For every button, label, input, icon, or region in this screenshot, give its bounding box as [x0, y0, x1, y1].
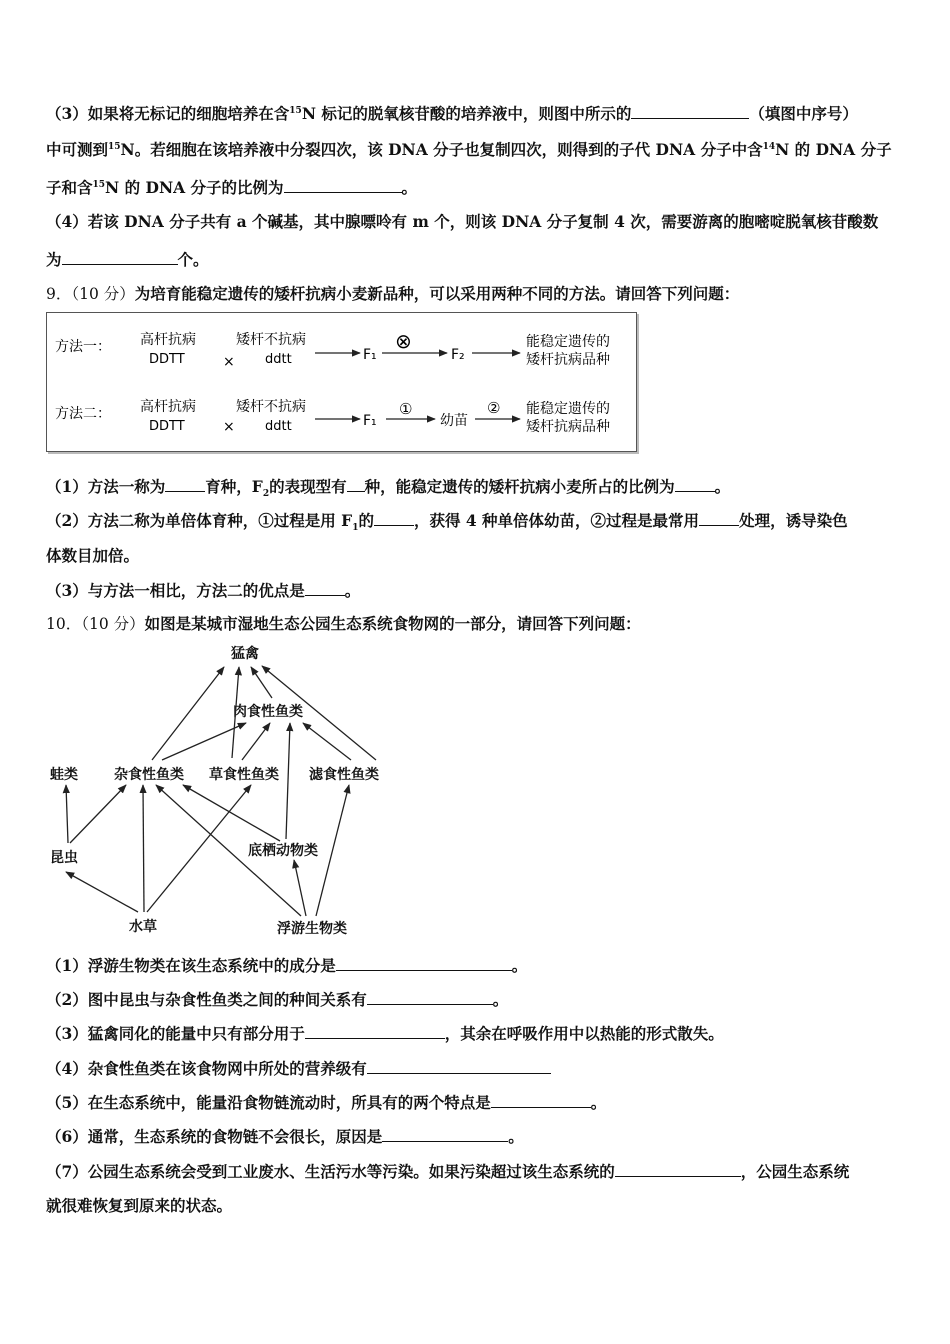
- text: 就很难恢复到原来的状态。: [46, 1196, 233, 1215]
- breeding-methods-diagram: [46, 312, 637, 452]
- text: （6）通常，生态系统的食物链不会很长，原因是: [46, 1127, 383, 1146]
- text: 的表现型有: [269, 477, 347, 496]
- question-text: 为培育能稳定遗传的矮杆抗病小麦新品种，可以采用两种不同的方法。请回答下列问题：: [134, 284, 740, 303]
- node-herbivore-fish: 草食性鱼类: [209, 767, 279, 783]
- question-number: 10．（10 分）: [46, 615, 145, 633]
- node-omnivore-fish: 杂食性鱼类: [114, 767, 184, 783]
- node-frog: 蛙类: [50, 767, 78, 783]
- answer-blank[interactable]: [284, 177, 402, 193]
- text: （2）方法二称为单倍体育种，①过程是用 F: [46, 511, 353, 530]
- q8-part3-line1: [46, 103, 908, 124]
- text: （3）猛禽同化的能量中只有部分用于: [46, 1024, 305, 1043]
- arrow: [316, 785, 349, 916]
- text: 。: [492, 990, 509, 1009]
- arrow: [242, 723, 270, 760]
- node-insect: 昆虫: [50, 850, 78, 866]
- result-line2: 矮杆抗病品种: [526, 352, 610, 368]
- method2-label: 方法二：: [55, 406, 111, 422]
- text: 中可测到: [46, 140, 109, 159]
- arrow: [152, 667, 224, 760]
- node-plankton: 浮游生物类: [277, 921, 347, 937]
- answer-blank[interactable]: [675, 476, 715, 492]
- node-benthic: 底栖动物类: [248, 843, 318, 859]
- text: 处理，诱导染色: [739, 511, 848, 530]
- cross-sign: ×: [223, 354, 235, 370]
- subscript: 1: [352, 523, 359, 534]
- text: N 的 DNA 分子: [775, 140, 892, 159]
- text: N 的 DNA 分子的比例为: [105, 178, 284, 197]
- text: （1）浮游生物类在该生态系统中的成分是: [46, 956, 336, 975]
- text: （4）若该 DNA 分子共有 a 个碱基，其中腺嘌呤有 m 个，则该 DNA 分子复制 4 次，需要游离的胞嘧啶脱氧核苷酸数: [46, 212, 879, 231]
- q10-part1: [46, 955, 908, 976]
- q8-part4-line2: [46, 249, 908, 270]
- text: （1）方法一称为: [46, 477, 166, 496]
- text: 的: [358, 511, 374, 530]
- question-number: 9．（10 分）: [46, 285, 135, 303]
- food-web-diagram: [46, 643, 406, 943]
- arrow: [294, 860, 306, 916]
- text: 。: [508, 1127, 524, 1146]
- node-raptor: 猛禽: [231, 646, 259, 662]
- q10-part3: [46, 1023, 908, 1044]
- q10-title: [46, 614, 908, 634]
- step2-label: ②: [487, 399, 501, 417]
- f1-label: F₁: [363, 413, 377, 429]
- node-carnivore-fish: 肉食性鱼类: [233, 704, 303, 720]
- f1-label: F₁: [363, 347, 377, 363]
- node-filter-fish: 滤食性鱼类: [309, 767, 379, 783]
- text: ，其余在呼吸作用中以热能的形式散失。: [444, 1024, 724, 1043]
- text: 子和含: [46, 178, 93, 197]
- text: （2）图中昆虫与杂食性鱼类之间的种间关系有: [46, 990, 367, 1009]
- answer-blank[interactable]: [62, 249, 178, 265]
- text: （3）与方法一相比，方法二的优点是: [46, 581, 305, 600]
- text: 。: [590, 1093, 607, 1112]
- answer-blank[interactable]: [367, 1058, 551, 1074]
- answer-blank[interactable]: [305, 580, 345, 596]
- text: 。: [511, 956, 528, 975]
- text: （4）杂食性鱼类在该食物网中所处的营养级有: [46, 1059, 367, 1078]
- parent1-name: 高杆抗病: [140, 332, 196, 348]
- text: （7）公园生态系统会受到工业废水、生活污水等污染。如果污染超过该生态系统的: [46, 1162, 615, 1181]
- answer-blank[interactable]: [165, 476, 205, 492]
- parent2-genotype: ddtt: [265, 352, 292, 367]
- q9-part2-line1: [46, 510, 908, 534]
- q8-part3-line2: [46, 140, 908, 160]
- seedling-label: 幼苗: [440, 413, 468, 429]
- q9-part1: [46, 476, 908, 500]
- answer-blank[interactable]: [305, 1023, 445, 1039]
- answer-blank[interactable]: [631, 103, 749, 119]
- parent2-name: 矮杆不抗病: [236, 399, 306, 415]
- text: N 标记的脱氧核苷酸的培养液中，则图中所示的: [301, 104, 632, 123]
- text: 。: [401, 178, 418, 197]
- f2-label: F₂: [451, 347, 465, 363]
- text: （3）如果将无标记的细胞培养在含: [46, 104, 290, 123]
- parent2-genotype: ddtt: [265, 419, 292, 434]
- text: N。若细胞在该培养液中分裂四次，该 DNA 分子也复制四次，则得到的子代 DNA 分子中含: [120, 140, 763, 159]
- q9-title: [46, 284, 908, 304]
- answer-blank[interactable]: [347, 476, 365, 492]
- subscript: 2: [262, 489, 270, 500]
- q8-part3-line3: [46, 177, 908, 198]
- q9-part3: [46, 580, 908, 601]
- text: 个。: [177, 250, 209, 269]
- answer-blank[interactable]: [367, 989, 493, 1005]
- method1-label: 方法一：: [55, 339, 111, 355]
- parent1-genotype: DDTT: [149, 419, 185, 434]
- q8-part4-line1: [46, 212, 908, 232]
- answer-blank[interactable]: [615, 1161, 741, 1177]
- superscript: 14: [762, 141, 776, 152]
- q10-part2: [46, 989, 908, 1010]
- arrow: [147, 785, 251, 912]
- answer-blank[interactable]: [374, 510, 414, 526]
- question-text: 如图是某城市湿地生态公园生态系统食物网的一部分，请回答下列问题：: [144, 614, 641, 633]
- q10-part7-line1: [46, 1161, 908, 1182]
- text: ，获得 4 种单倍体幼苗，②过程是最常用: [413, 511, 700, 530]
- text: 。: [714, 477, 731, 496]
- q10-part6: [46, 1126, 908, 1147]
- superscript: 15: [289, 105, 302, 116]
- answer-blank[interactable]: [491, 1092, 591, 1108]
- superscript: 15: [108, 141, 121, 152]
- parent1-name: 高杆抗病: [140, 399, 196, 415]
- result-line1: 能稳定遗传的: [526, 334, 610, 350]
- text: （填图中序号）: [749, 104, 858, 123]
- parent1-genotype: DDTT: [149, 352, 185, 367]
- result-line1: 能稳定遗传的: [526, 401, 610, 417]
- arrow: [303, 723, 351, 760]
- node-water-plant: 水草: [129, 919, 157, 935]
- q10-part7-line2: [46, 1196, 908, 1216]
- step1-label: ①: [399, 400, 413, 418]
- q10-part5: [46, 1092, 908, 1113]
- arrow: [286, 723, 290, 839]
- q9-part2-line2: [46, 546, 908, 566]
- superscript: 15: [92, 179, 106, 190]
- q10-part4: [46, 1058, 908, 1079]
- answer-blank[interactable]: [336, 955, 512, 971]
- cross-sign: ×: [223, 419, 235, 435]
- text: 种，能稳定遗传的矮杆抗病小麦所占的比例为: [364, 477, 675, 496]
- parent2-name: 矮杆不抗病: [236, 332, 306, 348]
- text: 。: [344, 581, 361, 600]
- arrow: [143, 785, 144, 912]
- result-line2: 矮杆抗病品种: [526, 419, 610, 435]
- text: ，公园生态系统: [740, 1162, 850, 1181]
- text: 体数目加倍。: [46, 546, 140, 565]
- arrow: [70, 785, 126, 843]
- arrow: [66, 872, 138, 912]
- answer-blank[interactable]: [699, 510, 739, 526]
- arrow: [183, 785, 280, 841]
- answer-blank[interactable]: [382, 1126, 508, 1142]
- text: 育种，F: [205, 477, 263, 496]
- text: 为: [46, 250, 62, 269]
- arrow: [66, 785, 68, 843]
- text: （5）在生态系统中，能量沿食物链流动时，所具有的两个特点是: [46, 1093, 491, 1112]
- selfing-symbol-icon: ⊗: [395, 329, 412, 353]
